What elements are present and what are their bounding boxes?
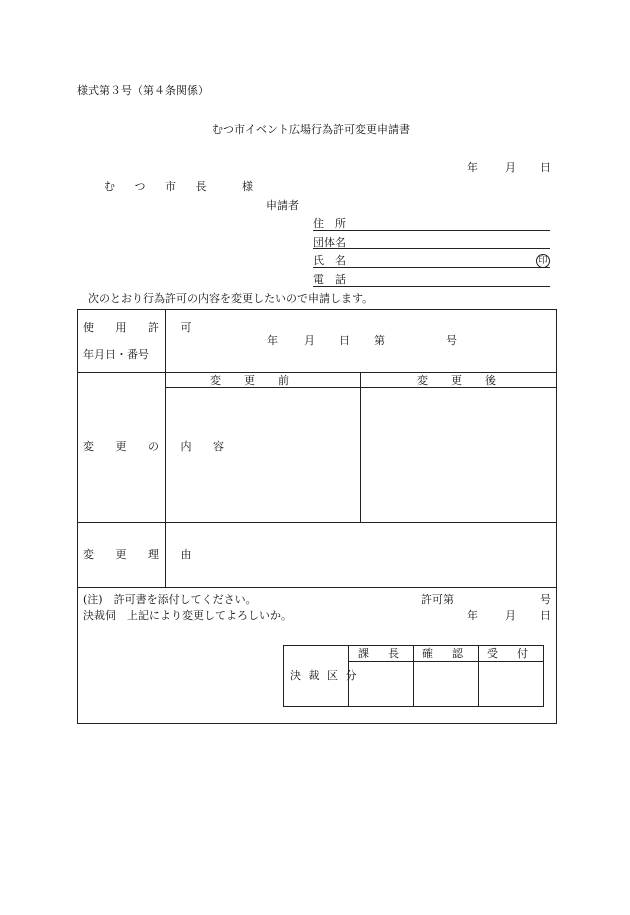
applicant-label: 申請者 (266, 199, 299, 212)
permit-month-label: 月 (304, 334, 315, 347)
phone-label: 電 話 (313, 273, 346, 286)
name-label: 氏 名 (313, 254, 346, 267)
addressee-honorific: 様 (242, 180, 253, 193)
decision-header-divider (348, 661, 543, 662)
decision-col-divider-2 (478, 645, 479, 707)
approval-chief: 課 長 (358, 647, 403, 660)
approval-check: 確 認 (422, 647, 467, 660)
change-content-label: 変 更 の 内 容 (83, 440, 233, 453)
date-day-label: 日 (540, 161, 551, 174)
addressee-name: む つ 市 長 (104, 180, 215, 193)
address-label: 住 所 (313, 217, 346, 230)
permit-label-1: 使 用 許 可 (83, 321, 201, 334)
date-year-label: 年 (467, 161, 478, 174)
organization-label: 団体名 (313, 236, 346, 249)
permit-no-prefix: 第 (374, 334, 385, 347)
approval-chief-cell[interactable] (350, 663, 412, 706)
permit-no-suffix: 号 (446, 334, 457, 347)
attachment-note: (注) 許可書を添付してください。 (83, 593, 257, 606)
reason-label: 変 更 理 由 (83, 548, 201, 561)
before-after-divider (360, 372, 361, 522)
reason-field[interactable] (167, 524, 555, 586)
after-content-field[interactable] (362, 389, 555, 521)
form-number: 様式第３号（第４条関係） (77, 84, 209, 97)
before-content-field[interactable] (167, 389, 359, 521)
footer-permit-suffix: 号 (540, 593, 551, 606)
row-divider-3 (77, 587, 556, 588)
seal-mark: 印 (536, 254, 550, 268)
before-header: 変 更 前 (210, 374, 295, 387)
after-header: 変 更 後 (417, 374, 502, 387)
permit-day-label: 日 (339, 334, 350, 347)
permit-year-label: 年 (267, 334, 278, 347)
organization-field[interactable] (313, 248, 550, 249)
decision-request: 決裁伺 上記により変更してよろしいか。 (83, 609, 292, 622)
address-field[interactable] (313, 230, 550, 231)
date-month-label: 月 (505, 161, 516, 174)
row-divider-2 (77, 522, 556, 523)
decision-label: 決 裁 区 分 (290, 669, 359, 682)
decision-col-divider-1 (413, 645, 414, 707)
footer-day-label: 日 (540, 609, 551, 622)
approval-receipt-cell[interactable] (480, 663, 542, 706)
permit-label-2: 年月日・番号 (83, 348, 149, 361)
phone-field[interactable] (313, 286, 550, 287)
name-field[interactable] (313, 267, 550, 268)
footer-month-label: 月 (505, 609, 516, 622)
row-divider-1 (77, 372, 556, 373)
page-title: むつ市イベント広場行為許可変更申請書 (212, 123, 410, 136)
footer-year-label: 年 (467, 609, 478, 622)
intro-text: 次のとおり行為許可の内容を変更したいので申請します。 (88, 292, 374, 305)
footer-permit-prefix: 許可第 (421, 593, 454, 606)
approval-check-cell[interactable] (415, 663, 477, 706)
approval-receipt: 受 付 (487, 647, 532, 660)
